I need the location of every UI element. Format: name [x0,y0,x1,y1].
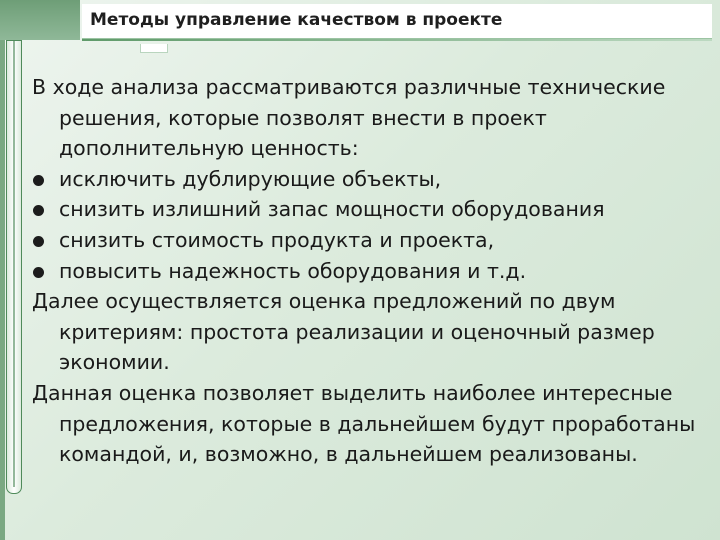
decor-title-tab [140,44,168,53]
bullet-text: снизить излишний запас мощности оборудования [59,197,605,222]
evaluation-paragraph: Далее осуществляется оценка предложений по двум критериям: простота реализации и оценочный размер экономии. [32,289,655,375]
bullet-dot-icon [33,267,44,278]
bullet-item [32,225,712,256]
bullet-item [32,194,712,225]
bullet-dot-icon [33,205,44,216]
intro-paragraph: В ходе анализа рассматриваются различные технические решения, которые позволят внести в проект дополнительную ценность: [32,75,666,161]
slide-title: Методы управление качеством в проекте [90,10,503,30]
conclusion-paragraph: Данная оценка позволяет выделить наиболее интересные предложения, которые в дальнейшем будут проработаны командой, и, возможно, в дальнейшем реализованы. [32,380,696,467]
title-bar [82,4,712,38]
decor-left-stripe [0,0,5,540]
bullet-text: снизить стоимость продукта и проекта, [59,227,495,252]
bullet-dot-icon [33,175,44,186]
bullet-item [32,164,712,195]
slide-body [32,72,712,470]
bullet-item [32,256,712,287]
bullet-text: повысить надежность оборудования и т.д. [59,258,527,283]
bullet-dot-icon [33,236,44,247]
decor-vertical-bar [6,40,22,494]
decor-corner-band [0,0,80,40]
bullet-text: исключить дублирующие объекты, [59,166,442,191]
